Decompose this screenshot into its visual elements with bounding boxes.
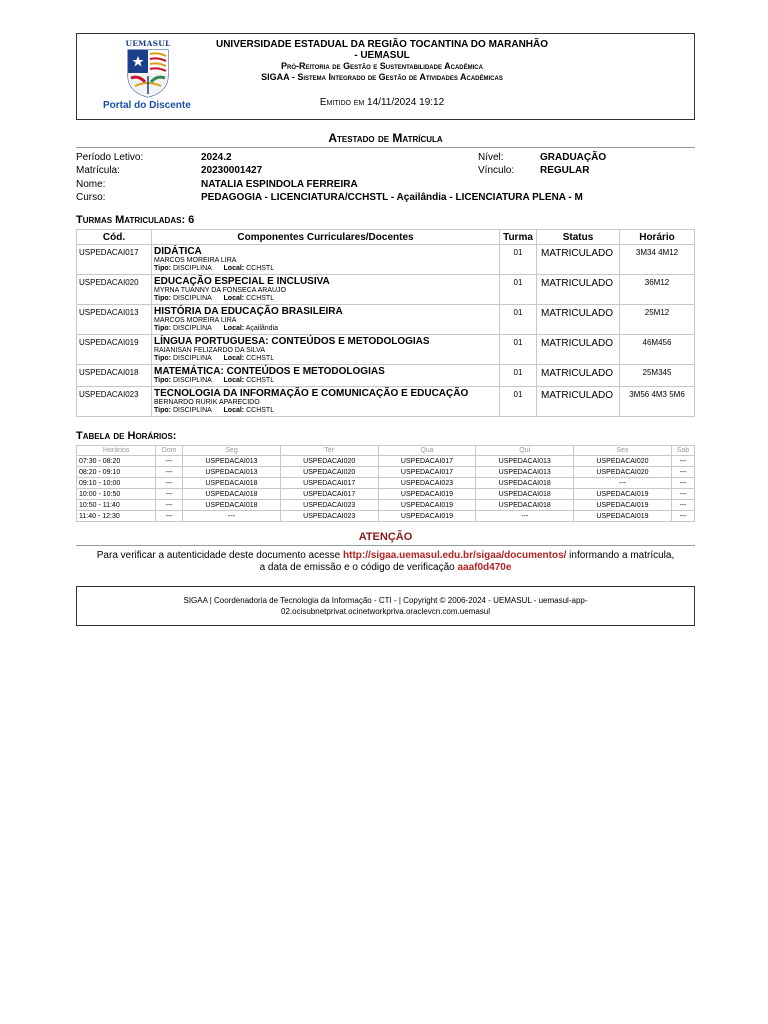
turma-status: MATRICULADO xyxy=(537,387,620,417)
componente-docente: BERNARDO RURIK APARECIDO xyxy=(154,399,260,406)
componente-docente: MARCOS MOREIRA LIRA xyxy=(154,257,237,264)
horario-cell: USPEDACAI020 xyxy=(280,467,378,478)
periodo-value: 2024.2 xyxy=(201,152,232,163)
local-value: CCHSTL xyxy=(246,295,275,302)
turma-status: MATRICULADO xyxy=(537,275,620,305)
tipo-label: Tipo: xyxy=(154,355,171,362)
horario-cell: --- xyxy=(156,456,183,467)
nome-value: NATALIA ESPINDOLA FERREIRA xyxy=(201,179,358,190)
horario-col-header: Qui xyxy=(476,446,574,456)
tipo-label: Tipo: xyxy=(154,265,171,272)
periodo-label: Período Letivo: xyxy=(76,152,144,163)
turma-row xyxy=(77,245,695,275)
horario-cell: --- xyxy=(156,511,183,522)
tipo-label: Tipo: xyxy=(154,325,171,332)
turma-horario: 46M456 xyxy=(620,335,695,365)
turma-numero: 01 xyxy=(500,305,537,335)
local-value: CCHSTL xyxy=(246,265,275,272)
nome-label: Nome: xyxy=(76,179,106,190)
col-componentes: Componentes Curriculares/Docentes xyxy=(152,230,500,245)
horario-cell: --- xyxy=(671,478,694,489)
horario-row xyxy=(77,511,695,522)
horario-time-cell: 10:50 - 11:40 xyxy=(77,500,156,511)
horario-col-header: Sab xyxy=(671,446,694,456)
horario-cell: USPEDACAI019 xyxy=(574,500,672,511)
horario-cell: USPEDACAI013 xyxy=(476,467,574,478)
componente-tipo-local xyxy=(154,377,497,385)
horario-cell: USPEDACAI018 xyxy=(183,489,281,500)
horario-row xyxy=(77,467,695,478)
horario-cell: USPEDACAI018 xyxy=(476,500,574,511)
horario-cell: USPEDACAI019 xyxy=(574,489,672,500)
horario-cell: --- xyxy=(476,511,574,522)
horario-time-cell: 11:40 - 12:30 xyxy=(77,511,156,522)
turma-row xyxy=(77,275,695,305)
horario-cell: USPEDACAI018 xyxy=(183,500,281,511)
turma-componente xyxy=(152,335,500,365)
local-value: Açailândia xyxy=(245,325,279,332)
turma-row xyxy=(77,305,695,335)
student-info xyxy=(76,151,695,205)
turma-status: MATRICULADO xyxy=(537,245,620,275)
verification-text xyxy=(76,550,695,574)
horario-time-cell: 10:00 - 10:50 xyxy=(77,489,156,500)
turma-horario: 3M56 4M3 5M6 xyxy=(620,387,695,417)
horario-time-cell: 08:20 - 09:10 xyxy=(77,467,156,478)
turma-status: MATRICULADO xyxy=(537,335,620,365)
vinculo-value: REGULAR xyxy=(540,165,590,176)
horario-cell: USPEDACAI020 xyxy=(574,467,672,478)
local-label: Local: xyxy=(223,407,245,414)
turma-row xyxy=(77,335,695,365)
horario-time-cell: 09:10 - 10:00 xyxy=(77,478,156,489)
horario-cell: USPEDACAI019 xyxy=(378,511,476,522)
institution-header xyxy=(207,39,557,83)
horario-col-header: Dom xyxy=(156,446,183,456)
horario-time-cell: 07:30 - 08:20 xyxy=(77,456,156,467)
local-label: Local: xyxy=(223,377,245,384)
horario-cell: USPEDACAI018 xyxy=(183,478,281,489)
horario-cell: USPEDACAI013 xyxy=(183,456,281,467)
portal-discente-link[interactable]: Portal do Discente xyxy=(103,100,191,111)
footer-box xyxy=(76,586,695,626)
tipo-value: DISCIPLINA xyxy=(172,265,212,272)
university-acronym: - UEMASUL xyxy=(354,50,410,61)
horario-col-header: Horários xyxy=(77,446,156,456)
horario-cell: --- xyxy=(671,456,694,467)
horario-cell: --- xyxy=(671,467,694,478)
horario-cell: --- xyxy=(156,478,183,489)
local-label: Local: xyxy=(223,325,245,332)
col-turma: Turma xyxy=(500,230,537,245)
verify-text-2: informando a matrícula, a data de emissão e o código de verificação xyxy=(259,550,675,573)
componente-docente: MYRNA TUANNY DA FONSECA ARAUJO xyxy=(154,287,286,294)
horario-cell: --- xyxy=(671,489,694,500)
system-name: SIGAA - Sistema Integrado de Gestão de Atividades Acadêmicas xyxy=(261,72,503,82)
horario-cell: USPEDACAI013 xyxy=(476,456,574,467)
turma-numero: 01 xyxy=(500,245,537,275)
componente-nome: LÍNGUA PORTUGUESA: CONTEÚDOS E METODOLOGIAS xyxy=(154,336,430,347)
horario-cell: --- xyxy=(156,489,183,500)
verification-link[interactable]: http://sigaa.uemasul.edu.br/sigaa/documentos/ xyxy=(343,550,567,561)
horario-col-header: Seg xyxy=(183,446,281,456)
turma-componente xyxy=(152,245,500,275)
matricula-label: Matrícula: xyxy=(76,165,120,176)
turma-numero: 01 xyxy=(500,335,537,365)
turmas-table xyxy=(76,229,695,417)
horario-col-header: Ter xyxy=(280,446,378,456)
componente-docente: RAIANISAN FELIZARDO DA SILVA xyxy=(154,347,265,354)
componente-docente: MARCOS MOREIRA LIRA xyxy=(154,317,237,324)
horario-cell: USPEDACAI019 xyxy=(574,511,672,522)
horario-row xyxy=(77,489,695,500)
horario-cell: USPEDACAI019 xyxy=(378,489,476,500)
tipo-label: Tipo: xyxy=(154,295,171,302)
horario-cell: USPEDACAI020 xyxy=(574,456,672,467)
turma-horario: 25M345 xyxy=(620,365,695,387)
col-status: Status xyxy=(537,230,620,245)
turma-componente xyxy=(152,275,500,305)
logo-text: UEMASUL xyxy=(125,39,171,48)
shield-icon xyxy=(123,48,173,98)
footer-text: SIGAA | Coordenadoria de Tecnologia da Informação - CTI - | Copyright © 2006-2024 - UEMASUL - uemasul-app-02.ocisubnetprivat.ocinetworkpriva.oraclevcn.com.uemasul xyxy=(183,596,588,616)
componente-tipo-local xyxy=(154,295,497,303)
tipo-value: DISCIPLINA xyxy=(172,355,212,362)
componente-nome: DIDÁTICA xyxy=(154,246,202,257)
turma-cod: USPEDACAI013 xyxy=(77,305,152,335)
componente-nome: HISTÓRIA DA EDUCAÇÃO BRASILEIRA xyxy=(154,306,343,317)
tipo-value: DISCIPLINA xyxy=(172,295,212,302)
turma-cod: USPEDACAI017 xyxy=(77,245,152,275)
vinculo-label: Vínculo: xyxy=(478,165,515,176)
horario-cell: USPEDACAI023 xyxy=(280,500,378,511)
horario-cell: USPEDACAI023 xyxy=(378,478,476,489)
col-cod: Cód. xyxy=(77,230,152,245)
turma-status: MATRICULADO xyxy=(537,305,620,335)
componente-tipo-local xyxy=(154,265,497,273)
horario-cell: --- xyxy=(671,500,694,511)
document-title: Atestado de Matrícula xyxy=(76,131,695,148)
componente-nome: EDUCAÇÃO ESPECIAL E INCLUSIVA xyxy=(154,276,330,287)
turma-horario: 3M34 4M12 xyxy=(620,245,695,275)
componente-tipo-local xyxy=(154,325,497,333)
turma-horario: 36M12 xyxy=(620,275,695,305)
document-page xyxy=(76,33,695,626)
turma-cod: USPEDACAI019 xyxy=(77,335,152,365)
verification-code: aaaf0d470e xyxy=(457,562,512,573)
header-box xyxy=(76,33,695,120)
atencao-title: ATENÇÃO xyxy=(76,531,695,546)
turmas-header-row xyxy=(77,230,695,245)
tipo-value: DISCIPLINA xyxy=(172,377,212,384)
componente-tipo-local xyxy=(154,355,497,363)
turma-row xyxy=(77,387,695,417)
horario-cell: USPEDACAI019 xyxy=(378,500,476,511)
horario-cell: --- xyxy=(183,511,281,522)
horarios-header-row xyxy=(77,446,695,456)
turma-componente xyxy=(152,365,500,387)
nivel-label: Nível: xyxy=(478,152,504,163)
tipo-value: DISCIPLINA xyxy=(172,407,212,414)
tipo-value: DISCIPLINA xyxy=(172,325,212,332)
turma-cod: USPEDACAI018 xyxy=(77,365,152,387)
turma-row xyxy=(77,365,695,387)
horario-cell: --- xyxy=(671,511,694,522)
turma-numero: 01 xyxy=(500,275,537,305)
componente-nome: TECNOLOGIA DA INFORMAÇÃO E COMUNICAÇÃO E EDUCAÇÃO xyxy=(154,388,469,399)
local-value: CCHSTL xyxy=(246,407,275,414)
turma-componente xyxy=(152,387,500,417)
local-value: CCHSTL xyxy=(246,377,275,384)
horario-cell: USPEDACAI017 xyxy=(378,456,476,467)
horarios-title: Tabela de Horários: xyxy=(76,430,177,442)
local-label: Local: xyxy=(223,265,245,272)
turma-cod: USPEDACAI023 xyxy=(77,387,152,417)
horario-cell: USPEDACAI013 xyxy=(183,467,281,478)
verify-text-1: Para verificar a autenticidade deste documento acesse xyxy=(96,550,344,561)
horarios-table xyxy=(76,445,695,522)
horario-cell: USPEDACAI023 xyxy=(280,511,378,522)
tipo-label: Tipo: xyxy=(154,407,171,414)
uemasul-logo xyxy=(123,39,173,97)
curso-label: Curso: xyxy=(76,192,106,203)
horario-cell: USPEDACAI017 xyxy=(280,489,378,500)
matricula-value: 20230001427 xyxy=(201,165,263,176)
turma-status: MATRICULADO xyxy=(537,365,620,387)
horario-row xyxy=(77,500,695,511)
horario-cell: USPEDACAI017 xyxy=(280,478,378,489)
turma-horario: 25M12 xyxy=(620,305,695,335)
pro-reitoria: Pró-Reitoria de Gestão e Sustentabilidade Acadêmica xyxy=(281,61,483,71)
horario-cell: USPEDACAI020 xyxy=(280,456,378,467)
emission-date: Emitido em 14/11/2024 19:12 xyxy=(319,97,445,108)
col-horario: Horário xyxy=(620,230,695,245)
horario-cell: --- xyxy=(156,500,183,511)
turma-numero: 01 xyxy=(500,365,537,387)
university-name: UNIVERSIDADE ESTADUAL DA REGIÃO TOCANTINA DO MARANHÃO xyxy=(215,39,549,50)
turmas-title: Turmas Matriculadas: 6 xyxy=(76,214,195,226)
nivel-value: GRADUAÇÃO xyxy=(540,152,607,163)
tipo-label: Tipo: xyxy=(154,377,171,384)
local-value: CCHSTL xyxy=(246,355,275,362)
turma-componente xyxy=(152,305,500,335)
horario-row xyxy=(77,478,695,489)
horario-col-header: Qua xyxy=(378,446,476,456)
horario-cell: --- xyxy=(156,467,183,478)
local-label: Local: xyxy=(223,295,245,302)
turma-cod: USPEDACAI020 xyxy=(77,275,152,305)
curso-value: PEDAGOGIA - LICENCIATURA/CCHSTL - Açailândia - LICENCIATURA PLENA - M xyxy=(201,192,583,203)
turma-numero: 01 xyxy=(500,387,537,417)
horario-cell: --- xyxy=(574,478,672,489)
horario-col-header: Sex xyxy=(574,446,672,456)
componente-nome: MATEMÁTICA: CONTEÚDOS E METODOLOGIAS xyxy=(154,366,385,377)
horario-cell: USPEDACAI017 xyxy=(378,467,476,478)
componente-tipo-local xyxy=(154,407,497,415)
horario-row xyxy=(77,456,695,467)
horario-cell: USPEDACAI018 xyxy=(476,478,574,489)
horario-cell: USPEDACAI018 xyxy=(476,489,574,500)
local-label: Local: xyxy=(223,355,245,362)
